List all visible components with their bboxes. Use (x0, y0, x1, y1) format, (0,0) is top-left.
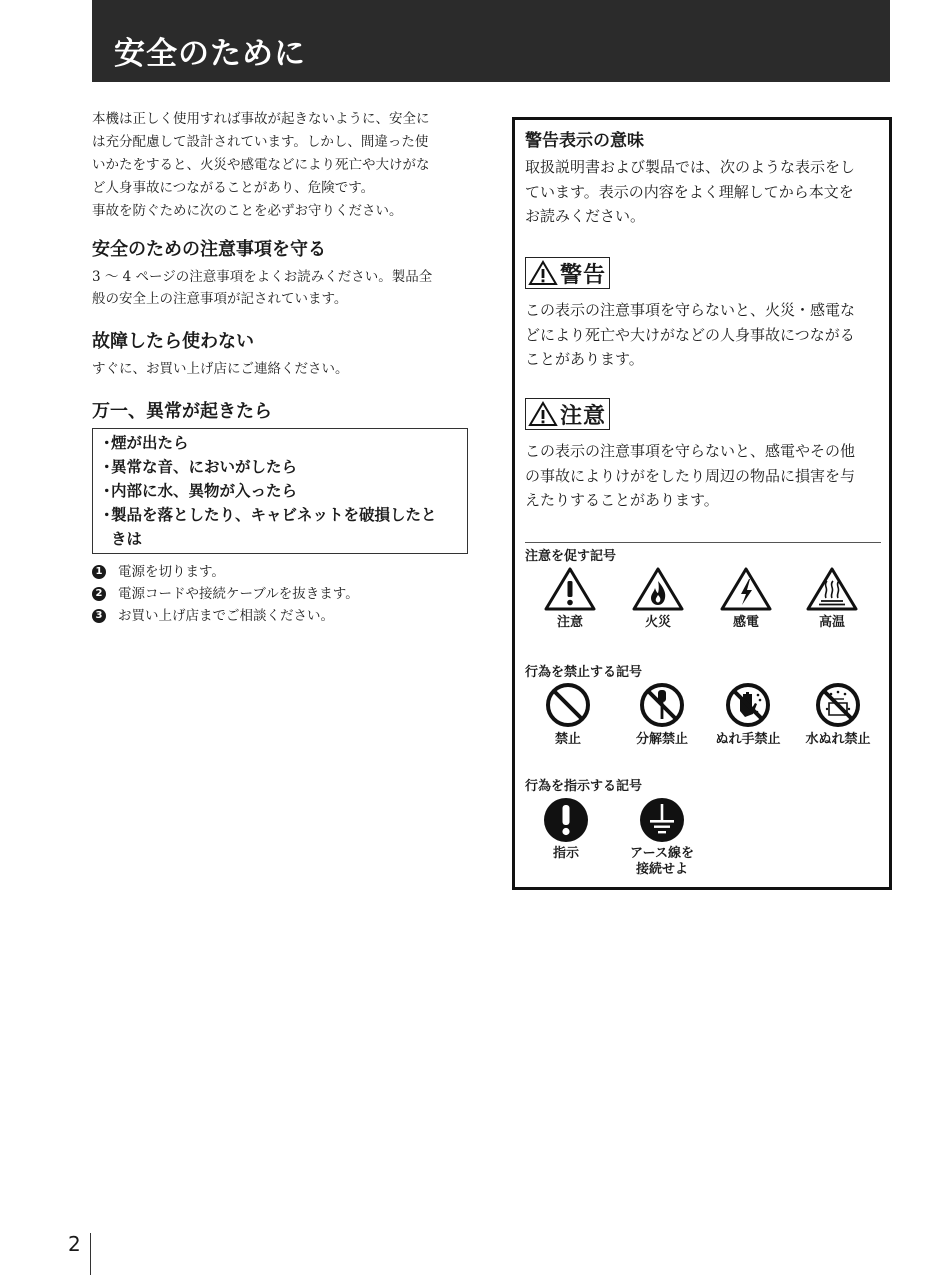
caution-label: 注意 (560, 403, 607, 429)
list-item-text: 内部に水、異物が入ったら (111, 482, 298, 500)
list-item-text: 異常な音、においがしたら (111, 458, 298, 476)
body-line: どにより死亡や大けがなどの人身事故につながる (525, 325, 855, 344)
prohibition-icon (544, 681, 592, 729)
step-text: 電源を切ります。 (118, 564, 225, 580)
symbol-instruction (521, 797, 611, 862)
caution-triangle-icon (543, 566, 597, 612)
step-number: 3 (92, 609, 106, 623)
symbol-caution (525, 566, 615, 631)
list-item (93, 431, 467, 455)
list-item-text: 煙が出たら (111, 434, 189, 452)
symbol-label: 水ぬれ禁止 (805, 732, 871, 747)
electric-shock-triangle-icon (719, 566, 773, 612)
symbol-label: 分解禁止 (635, 732, 688, 747)
bullet: ・ (99, 482, 115, 500)
symbol-label: 禁止 (554, 732, 581, 747)
category-heading-instruction: 行為を指示する記号 (525, 779, 643, 794)
symbol-ground (617, 797, 707, 878)
warning-signal-label (525, 257, 610, 289)
warning-label: 警告 (560, 262, 607, 288)
symbol-no-water (793, 681, 883, 748)
intro-line: 本機は正しく使用すれば事故が起きないように、安全に (92, 111, 430, 127)
intro-paragraph (92, 108, 472, 223)
symbol-label-line: 接続せよ (635, 862, 688, 877)
category-heading-attention: 注意を促す記号 (525, 549, 617, 564)
fire-triangle-icon (631, 566, 685, 612)
list-item-continuation: きは (111, 530, 143, 548)
symbol-label: 高温 (818, 615, 845, 630)
body-line: えたりすることがあります。 (525, 491, 719, 509)
no-water-icon (814, 681, 862, 729)
list-item (93, 479, 467, 503)
page-number: 2 (68, 1232, 81, 1256)
bullet: ・ (99, 434, 115, 452)
warning-box-heading: 警告表示の意味 (525, 131, 644, 151)
body-line: 取扱説明書および製品では、次のような表示をし (525, 158, 856, 176)
intro-line: は充分配慮して設計されています。しかし、間違った使 (92, 134, 429, 150)
symbol-label: 火災 (644, 615, 671, 630)
body-line: ています。表示の内容をよく理解してから本文を (525, 182, 854, 201)
high-temperature-triangle-icon (805, 566, 859, 612)
divider (525, 542, 881, 543)
list-item (93, 455, 467, 479)
page-header (92, 0, 890, 82)
symbol-electric-shock (701, 566, 791, 631)
instruction-exclamation-icon (543, 797, 589, 843)
symbol-label-line: アース線を (630, 846, 694, 861)
step-item (92, 605, 359, 627)
ground-earth-icon (639, 797, 685, 843)
caution-description (525, 439, 855, 513)
symbol-label: ぬれ手禁止 (715, 732, 781, 747)
warning-triangle-icon (528, 260, 558, 286)
caution-signal-label (525, 398, 610, 430)
symbol-no-wet-hands (703, 681, 793, 748)
symbol-label: 指示 (552, 846, 579, 861)
symbol-label (617, 846, 707, 878)
symbol-no-disassembly (617, 681, 707, 748)
body-line: この表示の注意事項を守らないと、火災・感電な (525, 301, 856, 319)
section-heading-do-not-use-if-broken: 故障したら使わない (92, 331, 254, 352)
step-item (92, 583, 359, 605)
bullet: ・ (99, 506, 115, 524)
no-disassembly-icon (638, 681, 686, 729)
intro-line: ど人身事故につながることがあり、危険です。 (92, 180, 375, 196)
body-line: の事故によりけがをしたり周辺の物品に損害を与 (525, 466, 856, 485)
section-body-follow-precautions (92, 266, 432, 310)
page-title: 安全のために (114, 36, 306, 72)
step-item (92, 561, 359, 583)
symbol-prohibition (523, 681, 613, 748)
body-line: お読みください。 (525, 207, 646, 225)
section-body-do-not-use-if-broken (92, 358, 349, 380)
section-heading-if-abnormal: 万一、異常が起きたら (92, 401, 272, 422)
category-heading-prohibition: 行為を禁止する記号 (525, 665, 643, 680)
left-column (92, 108, 472, 624)
list-item-text: 製品を落としたり、キャビネットを破損したと (111, 506, 437, 524)
step-text: お買い上げ店までご相談ください。 (118, 608, 334, 624)
body-line: 般の安全上の注意事項が記されています。 (92, 291, 348, 307)
symbol-label: 注意 (556, 615, 583, 630)
symbol-label: 感電 (732, 615, 759, 630)
symbol-high-temperature (787, 566, 877, 631)
intro-line: 事故を防ぐために次のことを必ずお守りください。 (92, 203, 403, 219)
caution-triangle-icon (528, 401, 558, 427)
steps-list (92, 561, 359, 627)
abnormal-conditions-box (92, 428, 468, 554)
warning-box-intro (525, 155, 855, 229)
no-wet-hands-icon (724, 681, 772, 729)
body-line: すぐに、お買い上げ店にご連絡ください。 (92, 361, 349, 377)
step-number: 1 (92, 565, 106, 579)
warning-symbols-box (512, 117, 892, 890)
intro-line: いかたをすると、火災や感電などにより死亡や大けがな (92, 157, 430, 173)
step-number: 2 (92, 587, 106, 601)
step-text: 電源コードや接続ケーブルを抜きます。 (118, 586, 359, 602)
body-line: 3 ～ 4 ページの注意事項をよくお読みください。製品全 (92, 269, 433, 285)
body-line: この表示の注意事項を守らないと、感電やその他 (525, 442, 856, 460)
warning-description (525, 298, 855, 372)
page-number-rule (90, 1233, 91, 1275)
section-heading-follow-precautions: 安全のための注意事項を守る (92, 239, 326, 260)
bullet: ・ (99, 458, 115, 476)
list-item (93, 503, 467, 527)
body-line: ことがあります。 (525, 350, 644, 368)
symbol-fire (613, 566, 703, 631)
